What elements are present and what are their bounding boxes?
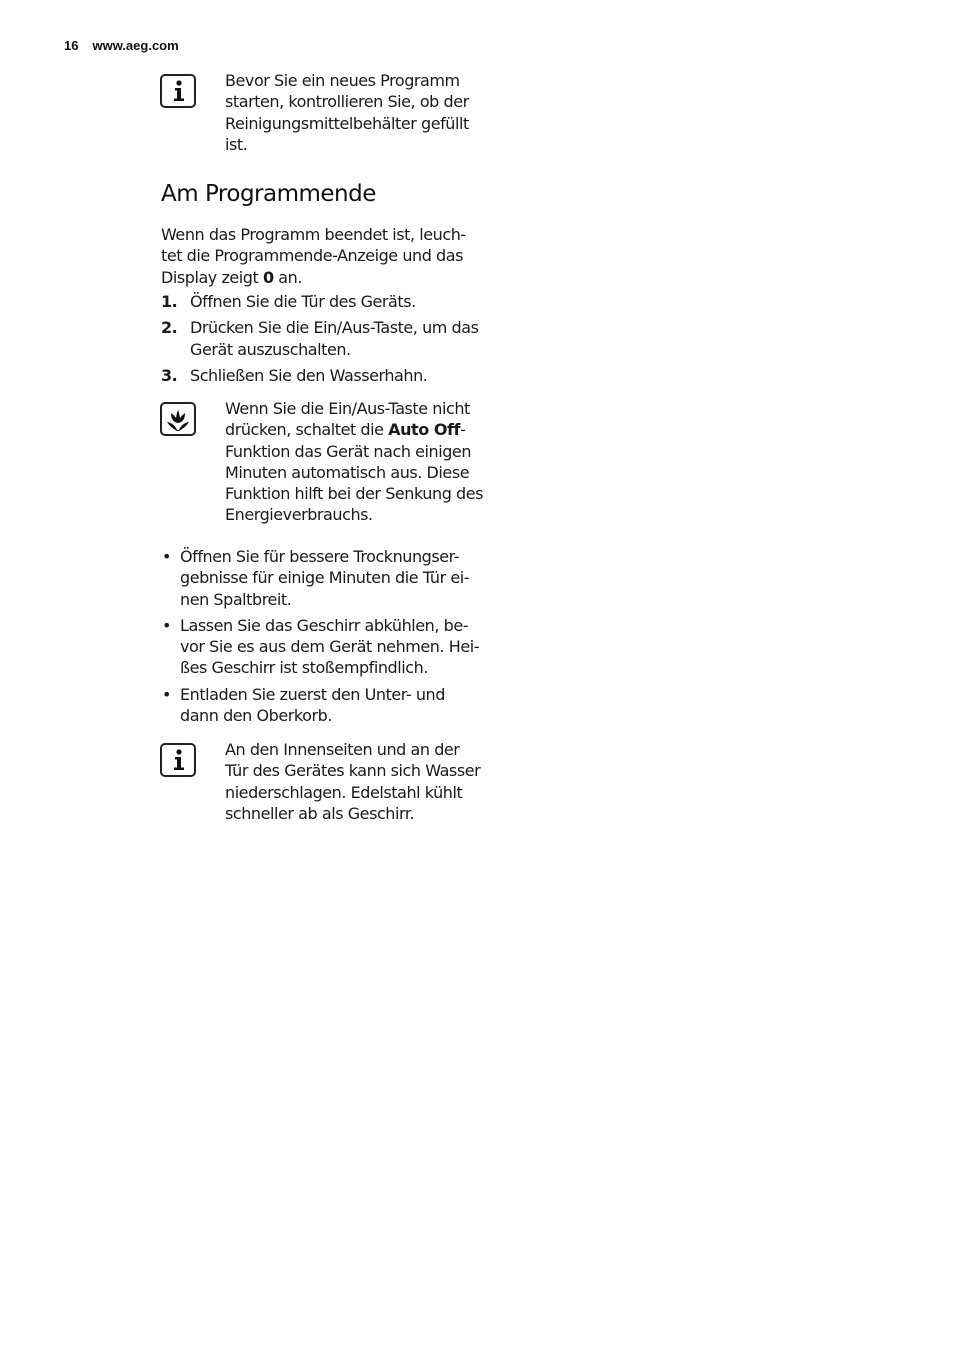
text-line: Lassen Sie das Geschirr abkühlen, be-: [180, 615, 469, 635]
text-line: Energieverbrauchs.: [225, 505, 373, 525]
steps-list: [161, 291, 521, 391]
text-line: Drücken Sie die Ein/Aus-Taste, um das: [190, 318, 479, 338]
page-number: 16: [64, 38, 79, 53]
bullet-item: [161, 684, 511, 727]
environment-note-auto-off: [160, 398, 520, 533]
intro-paragraph: [161, 224, 506, 288]
bullet-item: [161, 546, 511, 610]
text-line: Reinigungsmittelbehälter gefüllt: [225, 113, 469, 133]
text-line: dann den Oberkorb.: [180, 706, 332, 726]
text-line: Tür des Gerätes kann sich Wasser: [225, 761, 481, 781]
auto-off-label: Auto Off: [388, 420, 461, 440]
environment-icon: [160, 402, 196, 436]
text-line: Display zeigt 0 an.: [161, 267, 302, 287]
website-url[interactable]: www.aeg.com: [92, 38, 179, 53]
text-line: Öffnen Sie für bessere Trocknungser-: [180, 547, 460, 566]
step-item: [161, 317, 521, 360]
step-number: 2.: [161, 318, 178, 338]
info-icon: [160, 74, 196, 108]
environment-note-text: [225, 398, 525, 526]
text-line: tet die Programmende-Anzeige und das: [161, 246, 463, 266]
step-number: 3.: [161, 365, 178, 385]
text-line: Funktion das Gerät nach einigen: [225, 441, 472, 461]
info-note-text: [225, 739, 525, 824]
display-value: 0: [262, 267, 274, 287]
info-note-condensation: [160, 739, 520, 829]
text-line: ßes Geschirr ist stoßempfindlich.: [180, 658, 428, 678]
bullet-symbol: •: [162, 684, 171, 704]
text-line: nen Spaltbreit.: [180, 589, 292, 609]
section-heading: Am Programmende: [161, 181, 376, 207]
text-line: Bevor Sie ein neues Programm: [225, 71, 460, 90]
step-item: [161, 365, 521, 386]
text-line: Minuten automatisch aus. Diese: [225, 462, 470, 482]
text-line: Schließen Sie den Wasserhahn.: [190, 365, 428, 385]
info-icon: [160, 743, 196, 777]
text-line: An den Innenseiten und an der: [225, 740, 460, 759]
text-line: ist.: [225, 134, 248, 154]
text-line: niederschlagen. Edelstahl kühlt: [225, 782, 463, 802]
bullet-list: [161, 546, 511, 731]
page-header: [64, 38, 179, 53]
step-item: [161, 291, 521, 312]
info-note-refill: [160, 70, 520, 160]
text-line: schneller ab als Geschirr.: [225, 803, 415, 823]
text-line: Wenn das Programm beendet ist, leuch-: [161, 225, 466, 244]
text-line: Funktion hilft bei der Senkung des: [225, 484, 484, 504]
text-line: Wenn Sie die Ein/Aus-Taste nicht: [225, 399, 470, 418]
bullet-symbol: •: [162, 615, 171, 635]
text-line: starten, kontrollieren Sie, ob der: [225, 92, 469, 112]
text-line: drücken, schaltet die Auto Off-: [225, 420, 466, 440]
text-line: Gerät auszuschalten.: [190, 339, 351, 359]
text-line: Entladen Sie zuerst den Unter- und: [180, 684, 445, 704]
bullet-item: [161, 615, 511, 679]
bullet-symbol: •: [162, 547, 171, 566]
text-line: Öffnen Sie die Tür des Geräts.: [190, 292, 416, 311]
text-line: vor Sie es aus dem Gerät nehmen. Hei-: [180, 637, 480, 657]
step-number: 1.: [161, 292, 178, 311]
info-note-text: [225, 70, 525, 155]
text-line: gebnisse für einige Minuten die Tür ei-: [180, 568, 470, 588]
